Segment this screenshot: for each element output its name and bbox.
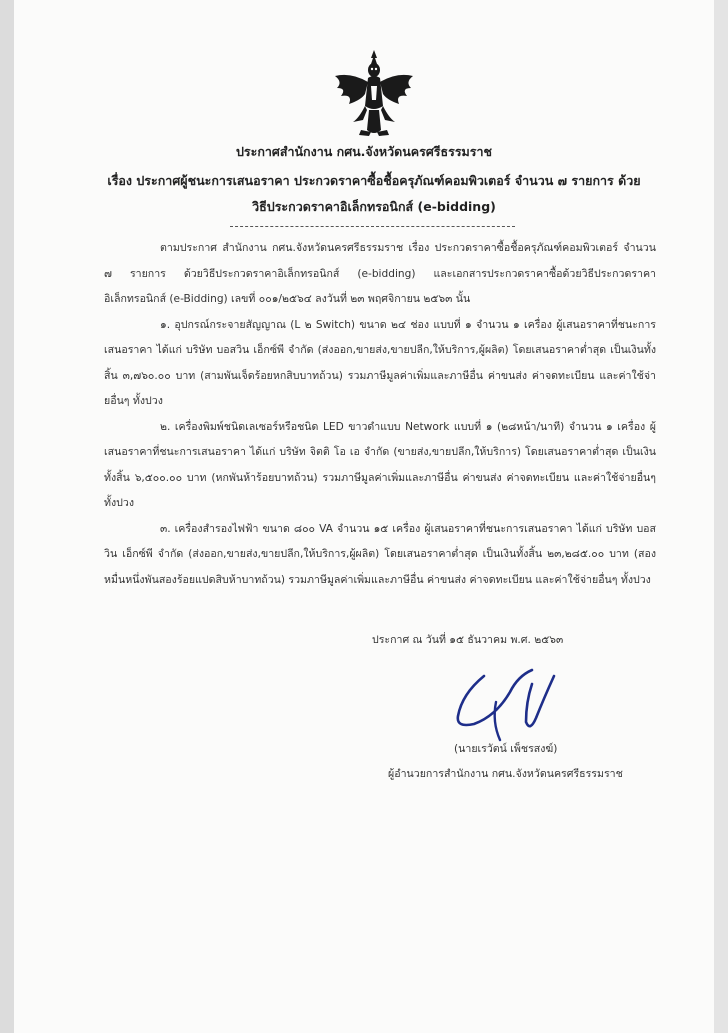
announced-date: ประกาศ ณ วันที่ ๑๕ ธันวาคม พ.ศ. ๒๕๖๓	[372, 634, 564, 646]
handwritten-signature	[440, 662, 570, 752]
signer-position: ผู้อำนวยการสำนักงาน กศน.จังหวัดนครศรีธรรมราช	[388, 768, 623, 780]
item-2-paragraph: ๒. เครื่องพิมพ์ชนิดเลเซอร์หรือชนิด LED ขาวดำแบบ Network แบบที่ ๑ (๒๘หน้า/นาที) จำนวน ๑ เครื่อง ผู้เสนอราคาที่ชนะการเสนอราคา ได้แก่ บริษัท จิตติ โอ เอ จำกัด (ขายส่ง,ขายปลีก,ให้บริการ) โดยเสนอราคาต่ำสุด เป็นเงินทั้งสิ้น ๖,๕๐๐.๐๐ บาท (หกพันห้าร้อยบาทถ้วน) รวมภาษีมูลค่าเพิ่มและภาษีอื่น ค่าขนส่ง ค่าจดทะเบียน และค่าใช้จ่ายอื่นๆ ทั้งปวง	[104, 420, 656, 509]
signer-name: (นายเรวัตน์ เพ็ชรสงฆ์)	[454, 743, 558, 755]
intro-paragraph: ตามประกาศ สำนักงาน กศน.จังหวัดนครศรีธรรมราช เรื่อง ประกวดราคาซื้อชื้อครุภัณฑ์คอมพิวเตอร์ จำนวน ๗ รายการ ด้วยวิธีประกวดราคาอิเล็กทรอนิกส์ (e-bidding) และเอกสารประกวดราคาซื้อด้วยวิธีประกวดราคาอิเล็กทรอนิกส์ (e-Bidding) เลขที่ ๐๐๑/๒๕๖๔ ลงวันที่ ๒๓ พฤศจิกายน ๒๕๖๓ นั้น	[104, 242, 656, 305]
divider-line	[230, 226, 515, 227]
item-1-paragraph: ๑. อุปกรณ์กระจายสัญญาณ (L ๒ Switch) ขนาด ๒๔ ช่อง แบบที่ ๑ จำนวน ๑ เครื่อง ผู้เสนอราคาที่ชนะการเสนอราคา ได้แก่ บริษัท บอสวิน เอ็กซ์พี จำกัด (ส่งออก,ขายส่ง,ขายปลีก,ให้บริการ,ผู้ผลิต) โดยเสนอราคาต่ำสุด เป็นเงินทั้งสิ้น ๓,๗๖๐.๐๐ บาท (สามพันเจ็ดร้อยหกสิบบาทถ้วน) รวมภาษีมูลค่าเพิ่มและภาษีอื่น ค่าขนส่ง ค่าจดทะเบียน และค่าใช้จ่ายอื่นๆ ทั้งปวง	[104, 318, 656, 407]
announcement-subject: เรื่อง ประกาศผู้ชนะการเสนอราคา ประกวดราคาซื้อชื้อครุภัณฑ์คอมพิวเตอร์ จำนวน ๗ รายการ ด้วยวิธีประกวดราคาอิเล็กทรอนิกส์ (e-bidding)	[107, 173, 641, 214]
announcement-body	[104, 236, 656, 593]
item-3-paragraph: ๓. เครื่องสำรองไฟฟ้า ขนาด ๘๐๐ VA จำนวน ๑๕ เครื่อง ผู้เสนอราคาที่ชนะการเสนอราคา ได้แก่ บริษัท บอสวิน เอ็กซ์พี จำกัด (ส่งออก,ขายส่ง,ขายปลีก,ให้บริการ,ผู้ผลิต) โดยเสนอราคาต่ำสุด เป็นเงินทั้งสิ้น ๒๓,๒๘๕.๐๐ บาท (สองหมื่นหนึ่งพันสองร้อยแปดสิบห้าบาทถ้วน) รวมภาษีมูลค่าเพิ่มและภาษีอื่น ค่าขนส่ง ค่าจดทะเบียน และค่าใช้จ่ายอื่นๆ ทั้งปวง	[104, 522, 656, 586]
announcement-title: ประกาศสำนักงาน กศน.จังหวัดนครศรีธรรมราช	[235, 144, 493, 159]
garuda-emblem-icon	[331, 48, 417, 138]
